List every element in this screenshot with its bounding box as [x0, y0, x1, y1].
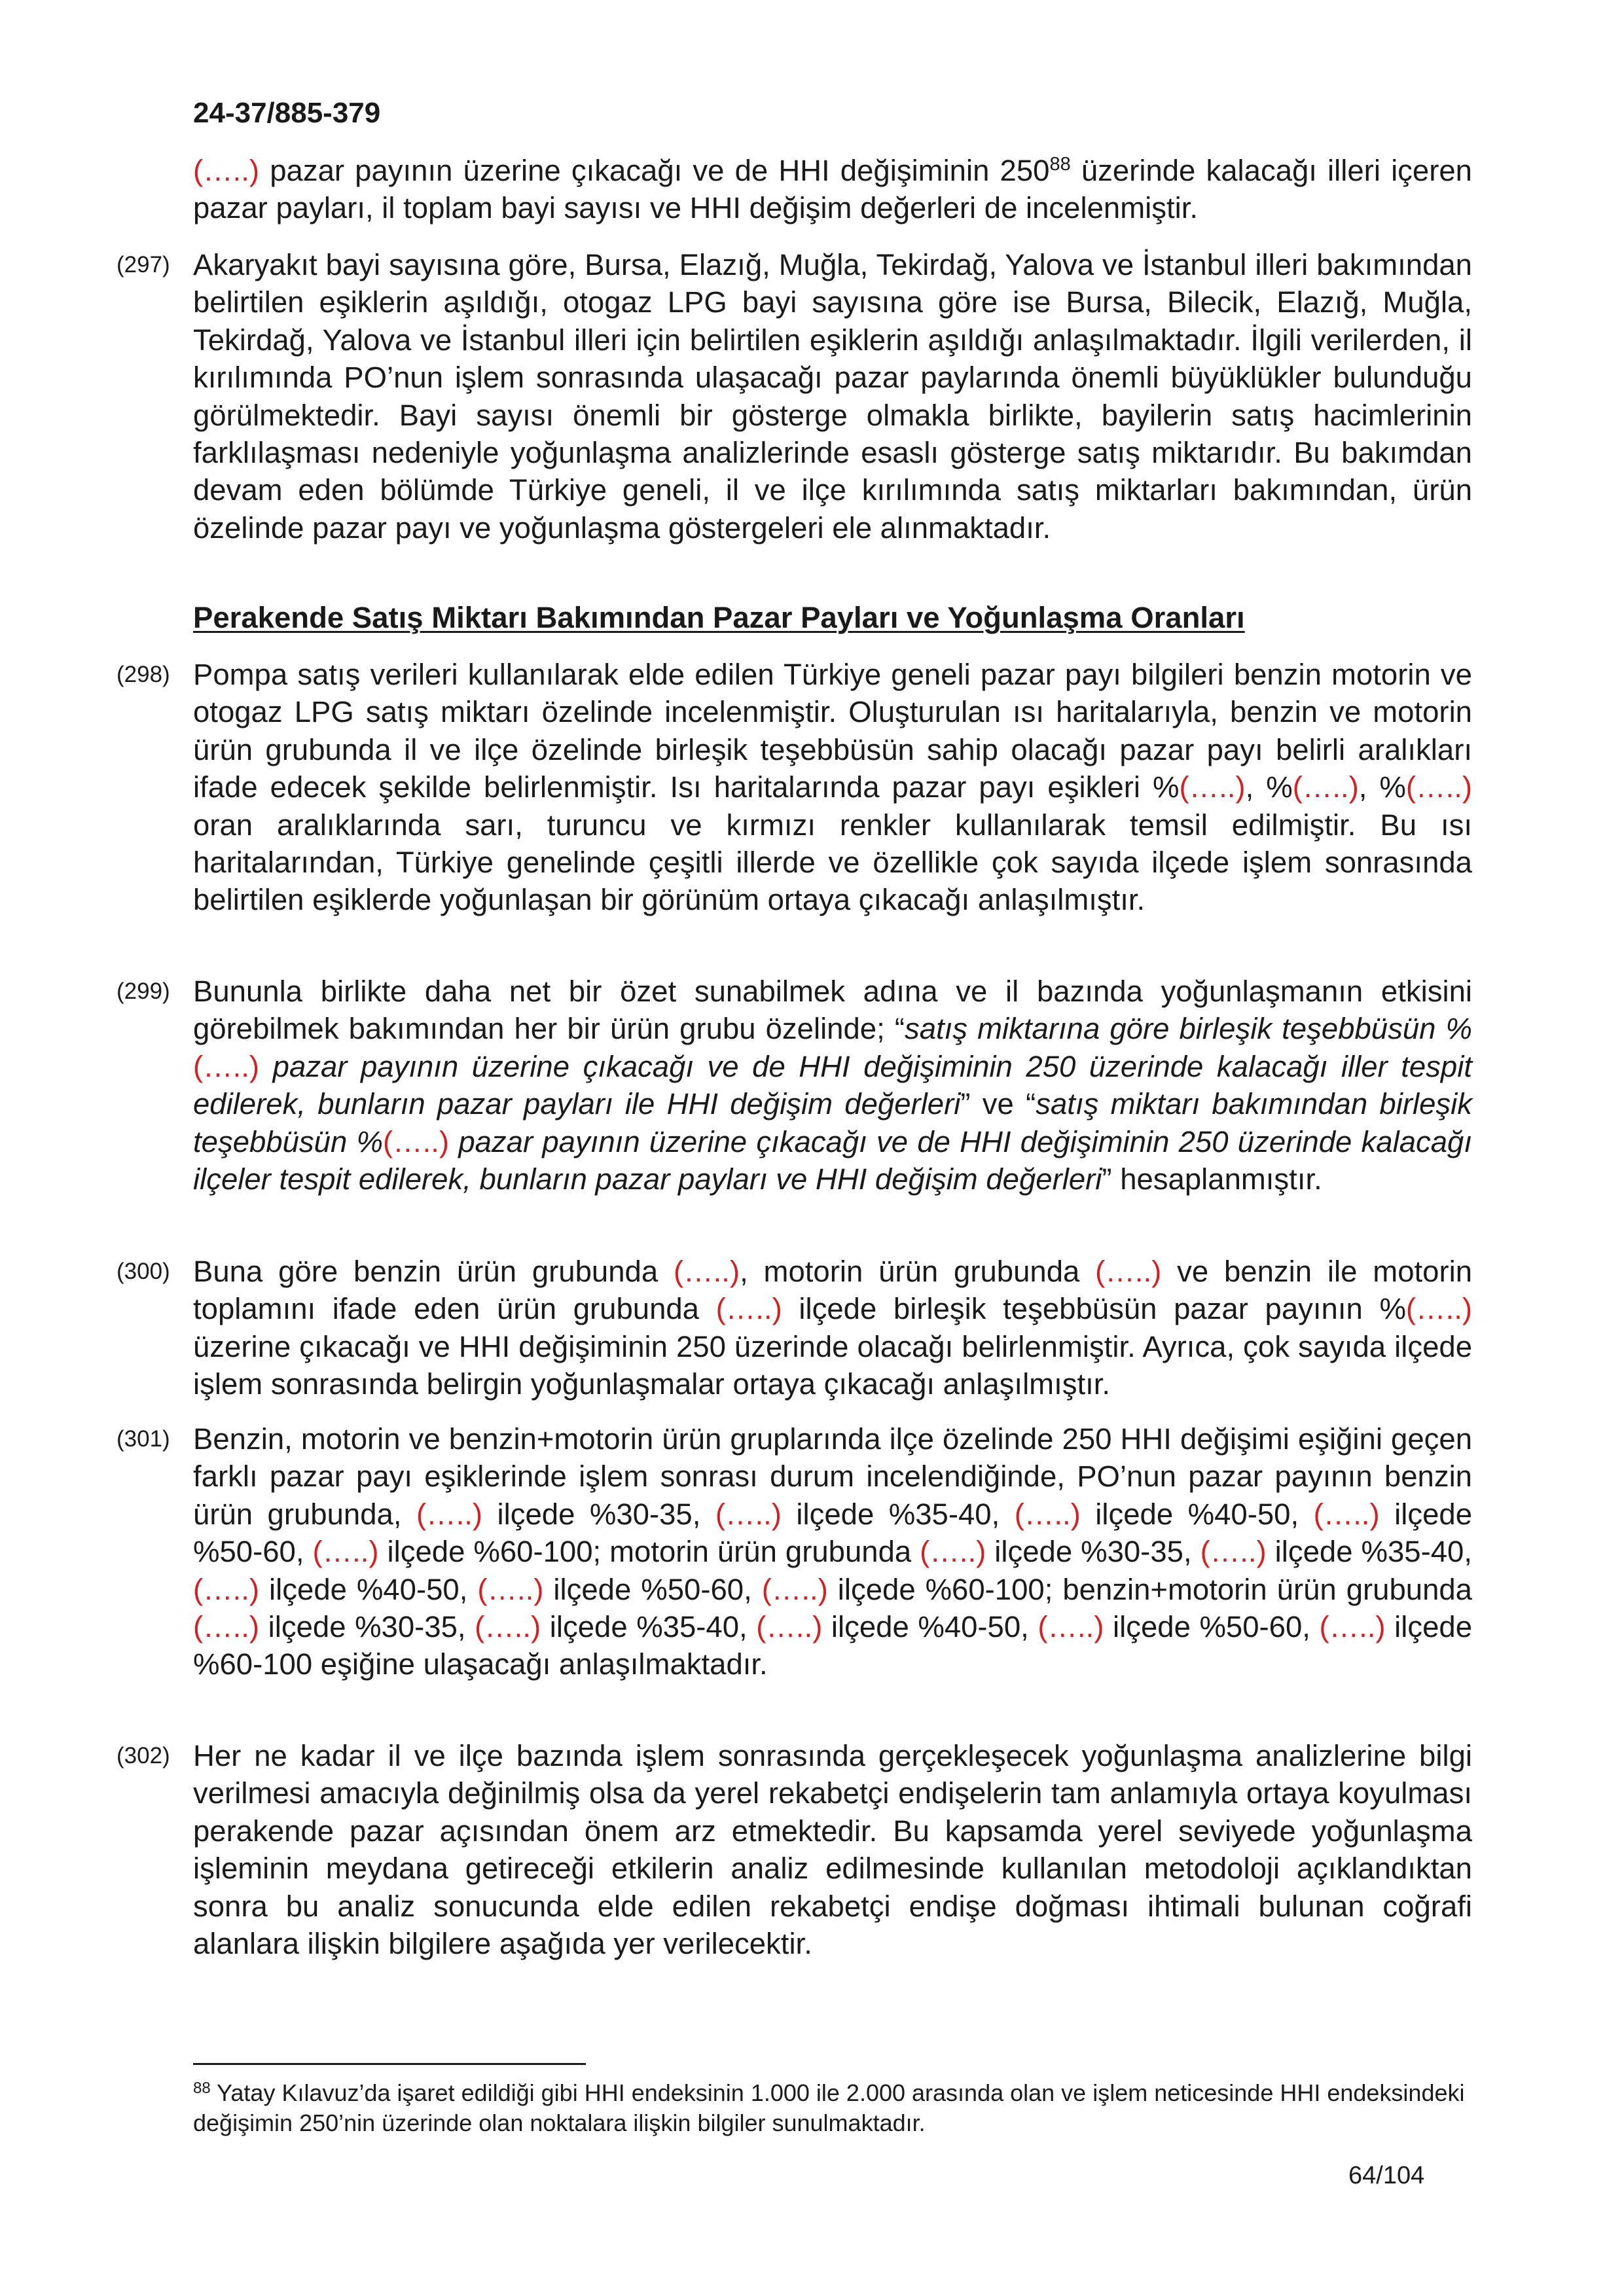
redaction: (…..) — [715, 1292, 782, 1326]
paragraph-302: Her ne kadar il ve ilçe bazında işlem sonrasında gerçekleşecek yoğunlaşma analizlerine bilgi verilmesi amacıyla değinilmiş olsa da yerel rekabetçi endişelerin tam anlamıyla ortaya koyulması perakende pazar açısından önem arz etmektedir. Bu kapsamda yerel seviyede yoğunlaşma işleminin meydana getireceği etkilerin analiz edilmesinde kullanılan metodoloji açıklandıktan sonra bu analiz sonucunda elde edilen rekabetçi endişe doğması ihtimali bulunan coğrafi alanlara ilişkin bilgilere aşağıda yer verilecektir. — [193, 1739, 1472, 1961]
redaction: (…..) — [416, 1497, 483, 1531]
redaction: (…..) — [1405, 1292, 1472, 1326]
redaction: (…..) — [1038, 1610, 1104, 1644]
footnote-ref[interactable]: 88 — [1049, 154, 1071, 175]
redaction: (…..) — [1179, 770, 1246, 804]
paragraph-298: Pompa satış verileri kullanılarak elde edilen Türkiye geneli pazar payı bilgileri benzin motorin ve otogaz LPG satış miktarı özelinde incelenmiştir. Oluşturulan ısı haritalarıyla, benzin ve motorin ürün grubunda il ve ilçe özelinde birleşik teşebbüsün sahip olacağı pazar payı belirli aralıkları ifade edecek şekilde belirlenmiştir. Isı haritalarında pazar payı eşikleri %(…..), %(…..), %(…..) oran aralıklarında sarı, turuncu ve kırmızı renkler kullanılarak temsil edilmiştir. Bu ısı haritalarından, Türkiye genelinde çeşitli illerde ve özellikle çok sayıda ilçede işlem sonrasında belirtilen eşiklerde yoğunlaşan bir görünüm ortaya çıkacağı anlaşılmıştır. — [193, 658, 1472, 917]
paragraph-number: (301) — [117, 1426, 170, 1452]
redaction: (…..) — [477, 1572, 544, 1606]
redaction: (…..) — [1319, 1610, 1386, 1644]
paragraph-300: Buna göre benzin ürün grubunda (…..), motorin ürün grubunda (…..) ve benzin ile motorin toplamını ifade eden ürün grubunda (…..) ilçede birleşik teşebbüsün pazar payının %(…..) üzerine çıkacağı ve HHI değişiminin 250 üzerinde olacağı belirlenmiştir. Ayrıca, çok sayıda ilçede işlem sonrasında belirgin yoğunlaşmalar ortaya çıkacağı anlaşılmıştır. — [193, 1255, 1473, 1401]
paragraph-number: (298) — [117, 662, 170, 687]
paragraph-number: (299) — [117, 978, 170, 1004]
redaction: (…..) — [193, 1049, 260, 1083]
redaction: (…..) — [193, 154, 260, 187]
redaction: (…..) — [756, 1610, 823, 1644]
page-number: 64/104 — [1348, 2162, 1425, 2189]
redaction: (…..) — [312, 1535, 379, 1569]
redaction: (…..) — [1292, 770, 1359, 804]
redaction: (…..) — [920, 1535, 986, 1569]
redaction: (…..) — [1200, 1535, 1267, 1569]
redaction: (…..) — [1313, 1497, 1380, 1531]
redaction: (…..) — [1095, 1255, 1162, 1288]
redaction: (…..) — [673, 1255, 740, 1288]
document-id: 24-37/885-379 — [193, 97, 381, 129]
intro-paragraph: (…..) pazar payının üzerine çıkacağı ve de HHI değişiminin $250^{88}$ üzerinde kalacağı illeri içeren pazar payları, il toplam bayi sayısı ve HHI değişim değerleri de incelenmiştir. — [193, 154, 1472, 225]
paragraph-297: Akaryakıt bayi sayısına göre, Bursa, Elazığ, Muğla, Tekirdağ, Yalova ve İstanbul illeri bakımından belirtilen eşiklerin aşıldığı, otogaz LPG bayi sayısına göre ise Bursa, Bilecik, Elazığ, Muğla, Tekirdağ, Yalova ve İstanbul illeri için belirtilen eşiklerin aşıldığı anlaşılmaktadır. İlgili verilerden, il kırılımında PO’nun işlem sonrasında ulaşacağı pazar paylarında önemli büyüklükler bulunduğu görülmektedir. Bayi sayısı önemli bir gösterge olmakla birlikte, bayilerin satış hacimlerinin farklılaşması nedeniyle yoğunlaşma analizlerinde esaslı gösterge satış miktarıdır. Bu bakımdan devam eden bölümde Türkiye geneli, il ve ilçe kırılımında satış miktarları bakımından, ürün özelinde pazar payı ve yoğunlaşma göstergeleri ele alınmaktadır. — [193, 248, 1472, 545]
redaction: (…..) — [193, 1572, 260, 1606]
redaction: (…..) — [761, 1572, 828, 1606]
paragraph-number: (297) — [117, 252, 170, 278]
paragraph-number: (302) — [117, 1743, 170, 1768]
section-heading: Perakende Satış Miktarı Bakımından Pazar Payları ve Yoğunlaşma Oranları — [193, 601, 1245, 634]
footnote-number: 88 — [193, 2079, 211, 2097]
paragraph-number: (300) — [117, 1259, 170, 1284]
paragraph-299: Bununla birlikte daha net bir özet sunabilmek adına ve il bazında yoğunlaşmanın etkisini görebilmek bakımından her bir ürün grubu özelinde; “satış miktarına göre birleşik teşebbüsün %(…..) pazar payının üzerine çıkacağı ve de HHI değişiminin 250 üzerinde kalacağı iller tespit edilerek, bunların pazar payları ile HHI değişim değerleri” ve “satış miktarı bakımından birleşik teşebbüsün %(…..) pazar payının üzerine çıkacağı ve de HHI değişiminin 250 üzerinde kalacağı ilçeler tespit edilerek, bunların pazar payları ve HHI değişim değerleri” hesaplanmıştır. — [193, 975, 1473, 1196]
redaction: (…..) — [1405, 770, 1472, 804]
footnote: $^{88}$ Yatay Kılavuz’da işaret edildiği gibi HHI endeksinin 1.000 ile 2.000 arasında olan ve işlem neticesinde HHI endeksindeki değişimin 250’nin üzerinde olan noktalara ilişkin bilgiler sunulmaktadır. — [193, 2079, 1465, 2136]
paragraph-301: Benzin, motorin ve benzin+motorin ürün gruplarında ilçe özelinde 250 HHI değişimi eşiğini geçen farklı pazar payı eşiklerinde işlem sonrası durum incelendiğinde, PO’nun pazar payının benzin ürün grubunda, (…..) ilçede %30-35, (…..) ilçede %35-40, (…..) ilçede %40-50, (…..) ilçede %50-60, (…..) ilçede %60-100; motorin ürün grubunda (…..) ilçede %30-35, (…..) ilçede %35-40, (…..) ilçede %40-50, (…..) ilçede %50-60, (…..) ilçede %60-100; benzin+motorin ürün grubunda (…..) ilçede %30-35, (…..) ilçede %35-40, (…..) ilçede %40-50, (…..) ilçede %50-60, (…..) ilçede %60-100 eşiğine ulaşacağı anlaşılmaktadır. — [193, 1422, 1473, 1681]
redaction: (…..) — [193, 1610, 260, 1644]
redaction: (…..) — [475, 1610, 541, 1644]
redaction: (…..) — [715, 1497, 782, 1531]
redaction: (…..) — [1014, 1497, 1081, 1531]
redaction: (…..) — [382, 1124, 450, 1158]
footnote-separator — [193, 2063, 586, 2065]
